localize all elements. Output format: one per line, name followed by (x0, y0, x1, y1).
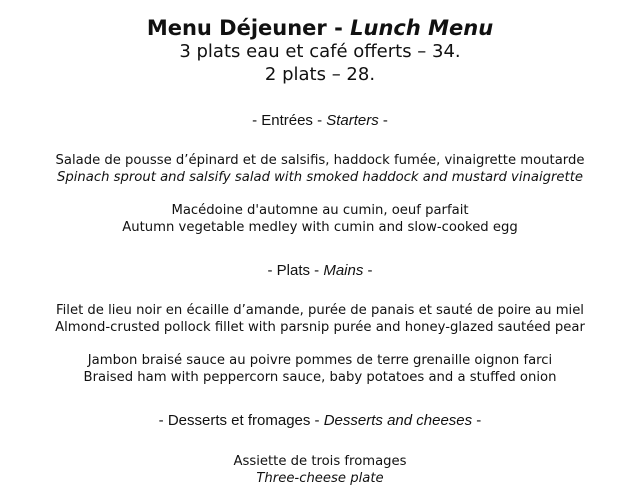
section-label-en: Desserts and cheeses (323, 412, 473, 429)
section-label-fr: - Plats - (267, 262, 324, 279)
section-label-end: - (363, 262, 373, 279)
dish-name-fr: Filet de lieu noir en écaille d’amande, purée de panais et sauté de poire au miel (56, 303, 584, 318)
dish-name-en: Almond-crusted pollock fillet with parsnip purée and honey-glazed sautéed pear (55, 320, 585, 335)
dish-name-en: Spinach sprout and salsify salad with smoked haddock and mustard vinaigrette (57, 170, 583, 185)
dish-name-fr: Macédoine d'automne au cumin, oeuf parfait (171, 203, 469, 218)
dish-name-fr: Salade de pousse d’épinard et de salsifis, haddock fumée, vinaigrette moutarde (55, 153, 585, 168)
menu-title (0, 14, 640, 42)
dish-name-en: Autumn vegetable medley with cumin and slow-cooked egg (122, 220, 518, 235)
dish-name-en: Three-cheese plate (256, 471, 384, 486)
dish-starter-2 (0, 202, 640, 236)
section-label-en: Mains (323, 262, 364, 279)
dish-main-1 (0, 302, 640, 336)
section-label-fr: - Entrées - (252, 112, 327, 129)
menu-title-en: Lunch Menu (350, 16, 494, 40)
dish-name-fr: Jambon braisé sauce au poivre pommes de terre grenaille oignon farci (87, 353, 553, 368)
section-label-end: - (472, 412, 482, 429)
dish-starter-1 (0, 152, 640, 186)
dish-name-en: Braised ham with peppercorn sauce, baby potatoes and a stuffed onion (83, 370, 557, 385)
section-heading-desserts (0, 411, 640, 431)
offer-two-courses: 2 plats – 28. (264, 64, 376, 85)
section-heading-starters (0, 111, 640, 131)
offer-three-courses: 3 plats eau et café offerts – 34. (179, 41, 461, 62)
dish-main-2 (0, 352, 640, 386)
section-label-end: - (378, 112, 388, 129)
section-label-en: Starters (326, 112, 379, 129)
menu-title-fr: Menu Déjeuner - (146, 16, 351, 40)
section-heading-mains (0, 261, 640, 281)
dish-dessert-1 (0, 453, 640, 487)
section-label-fr: - Desserts et fromages - (158, 412, 324, 429)
dish-name-fr: Assiette de trois fromages (233, 454, 407, 469)
